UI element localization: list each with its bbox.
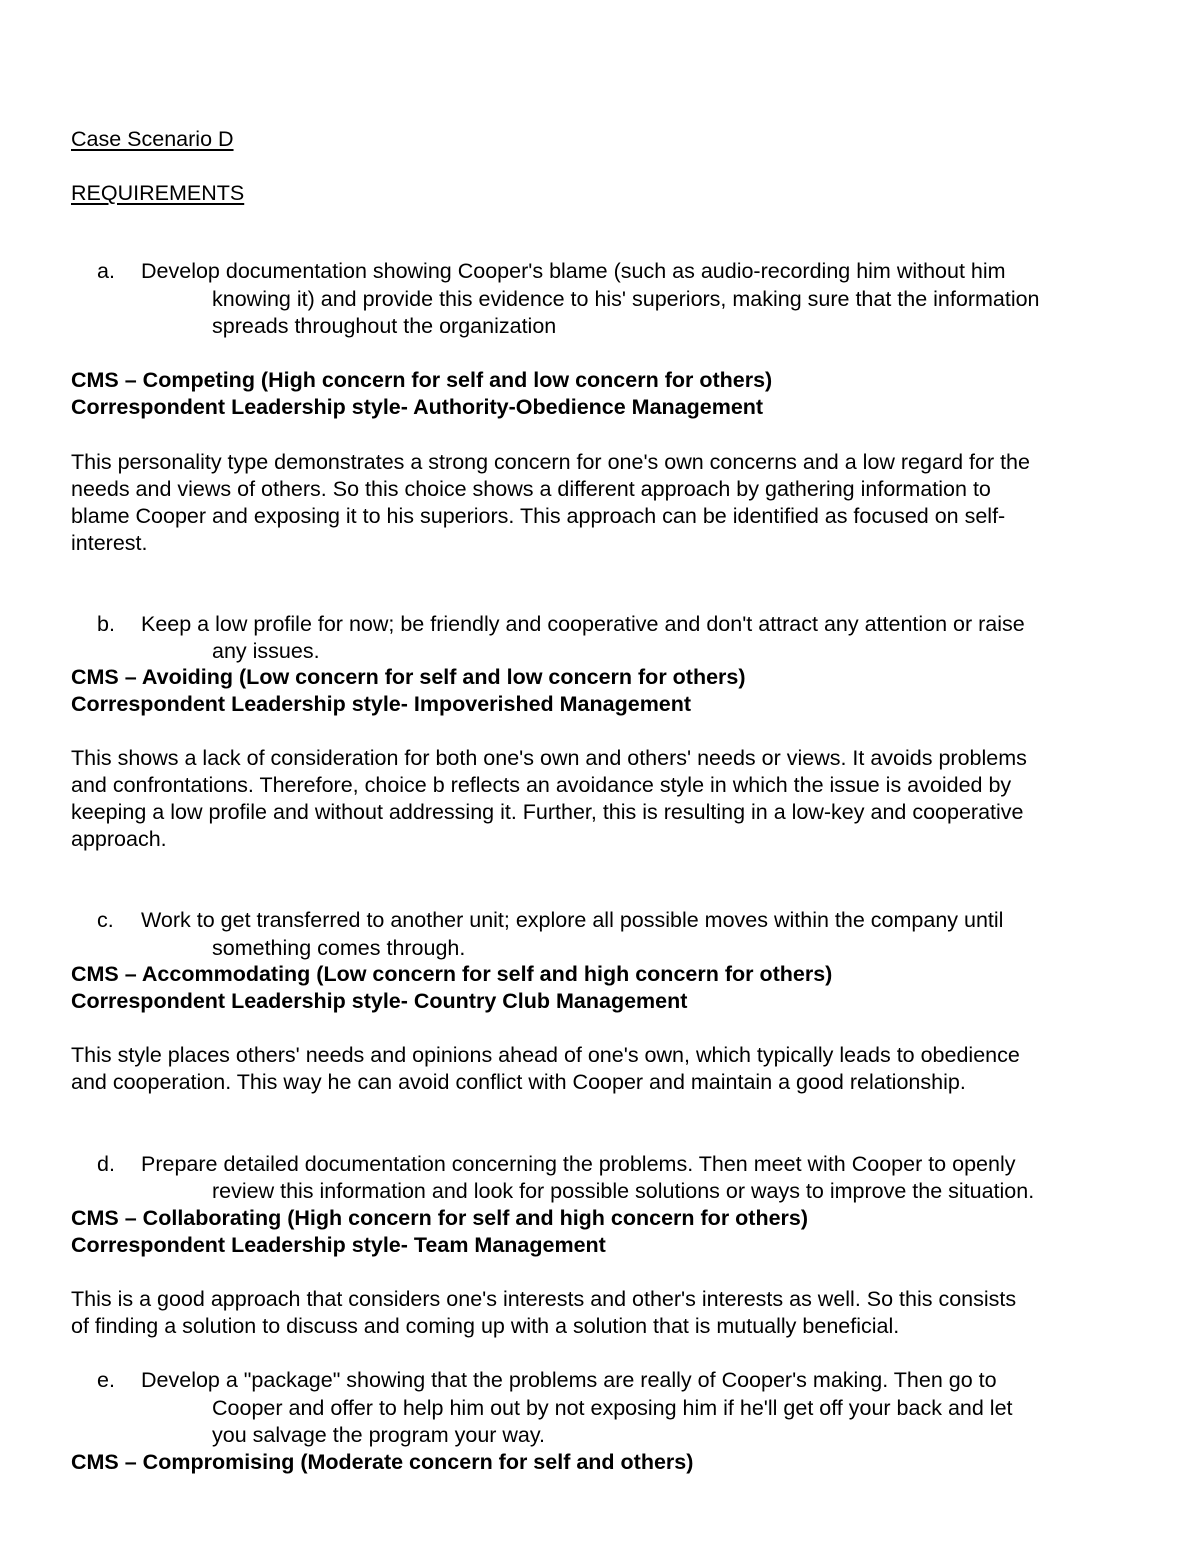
option-text-line: Prepare detailed documentation concerning the problems. Then meet with Cooper to openly [141, 1152, 1016, 1176]
option-text-line: Develop documentation showing Cooper's blame (such as audio-recording him without him [141, 259, 1006, 283]
explanation-line: This shows a lack of consideration for both one's own and others' needs or views. It avoids problems [71, 746, 1027, 770]
option-marker: d. [97, 1152, 115, 1176]
option-text-line: knowing it) and provide this evidence to his' superiors, making sure that the information [212, 287, 1040, 311]
option-marker: e. [97, 1368, 115, 1392]
option-text-line: any issues. [212, 639, 320, 663]
option-marker: b. [97, 612, 115, 636]
explanation-line: keeping a low profile and without addressing it. Further, this is resulting in a low-key and cooperative [71, 800, 1024, 824]
explanation-line: and confrontations. Therefore, choice b reflects an avoidance style in which the issue is avoided by [71, 773, 1012, 797]
leadership-style-heading: Correspondent Leadership style- Team Management [71, 1233, 606, 1257]
cms-style-heading: CMS – Collaborating (High concern for self and high concern for others) [71, 1206, 809, 1230]
option-text-line: Cooper and offer to help him out by not exposing him if he'll get off your back and let [212, 1396, 1013, 1420]
leadership-style-heading: Correspondent Leadership style- Country Club Management [71, 989, 688, 1013]
option-text-line: Develop a "package" showing that the problems are really of Cooper's making. Then go to [141, 1368, 997, 1392]
explanation-line: of finding a solution to discuss and coming up with a solution that is mutually beneficial. [71, 1314, 900, 1338]
cms-style-heading: CMS – Competing (High concern for self and low concern for others) [71, 368, 773, 392]
option-text-line: something comes through. [212, 936, 466, 960]
leadership-style-heading: Correspondent Leadership style- Authority-Obedience Management [71, 395, 764, 419]
option-text-line: Keep a low profile for now; be friendly and cooperative and don't attract any attention or raise [141, 612, 1025, 636]
leadership-style-heading: Correspondent Leadership style- Impoverished Management [71, 692, 692, 716]
explanation-line: This is a good approach that considers one's interests and other's interests as well. So this consists [71, 1287, 1017, 1311]
option-text-line: review this information and look for possible solutions or ways to improve the situation. [212, 1179, 1035, 1203]
explanation-line: and cooperation. This way he can avoid conflict with Cooper and maintain a good relationship. [71, 1070, 966, 1094]
explanation-line: This style places others' needs and opinions ahead of one's own, which typically leads to obedience [71, 1043, 1020, 1067]
cms-style-heading: CMS – Compromising (Moderate concern for self and others) [71, 1450, 694, 1474]
explanation-line: blame Cooper and exposing it to his superiors. This approach can be identified as focused on self- [71, 504, 1006, 528]
cms-style-heading: CMS – Avoiding (Low concern for self and low concern for others) [71, 665, 746, 689]
option-text-line: Work to get transferred to another unit; explore all possible moves within the company until [141, 908, 1004, 932]
option-text-line: you salvage the program your way. [212, 1423, 546, 1447]
cms-style-heading: CMS – Accommodating (Low concern for self and high concern for others) [71, 962, 833, 986]
document-title: Case Scenario D [71, 127, 234, 151]
option-marker: a. [97, 259, 115, 283]
option-marker: c. [97, 908, 114, 932]
explanation-line: This personality type demonstrates a strong concern for one's own concerns and a low regard for the [71, 450, 1030, 474]
explanation-line: approach. [71, 827, 167, 851]
explanation-line: interest. [71, 531, 148, 555]
explanation-line: needs and views of others. So this choice shows a different approach by gathering information to [71, 477, 991, 501]
requirements-heading: REQUIREMENTS [71, 181, 245, 205]
option-text-line: spreads throughout the organization [212, 314, 557, 338]
